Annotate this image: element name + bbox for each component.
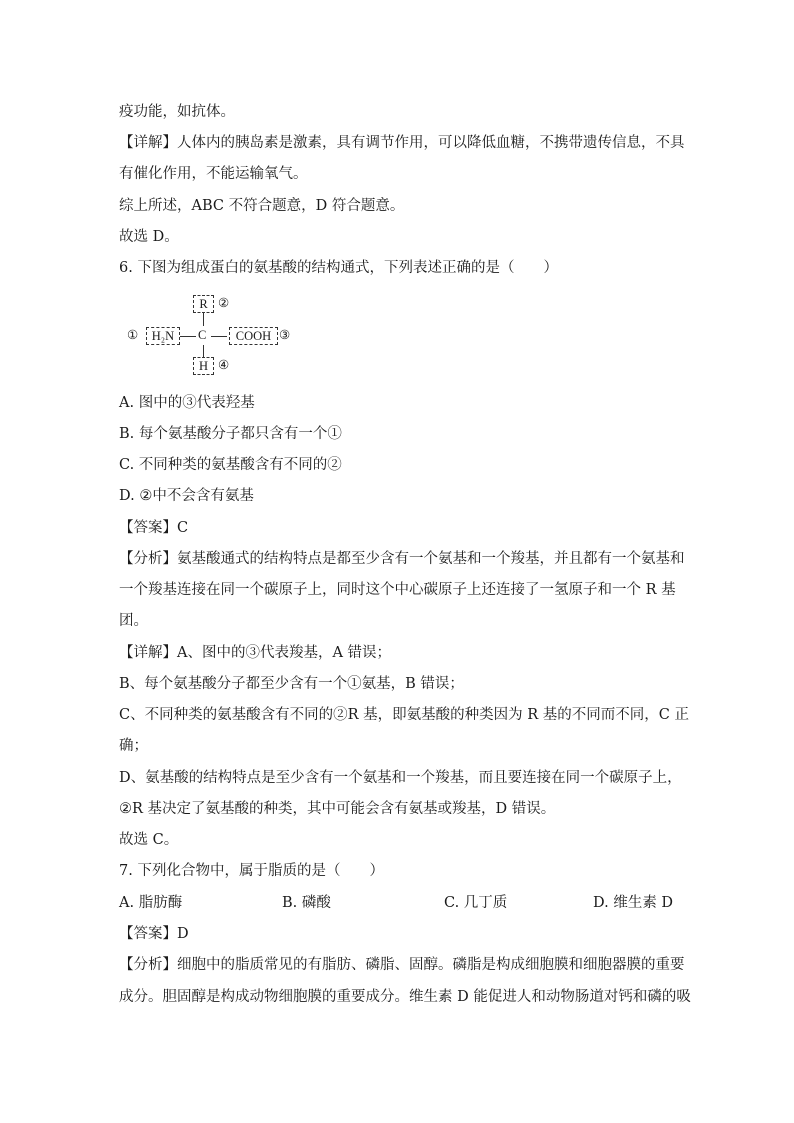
- q7-option-d: D. 维生素 D: [593, 895, 674, 911]
- q7-option-a: A. 脂肪酶: [119, 895, 183, 911]
- text-line: 确；: [119, 738, 148, 754]
- option-d: D. ②中不会含有氨基: [119, 488, 254, 504]
- label-2: ②: [218, 296, 230, 310]
- text-line: 一个羧基连接在同一个碳原子上，同时这个中心碳原子上还连接了一氢原子和一个 R 基: [119, 582, 676, 598]
- text-line: ②R 基决定了氨基酸的种类，其中可能会含有氨基或羧基，D 错误。: [119, 801, 556, 817]
- option-a: A. 图中的③代表羟基: [119, 395, 255, 411]
- q7-option-c: C. 几丁质: [444, 895, 508, 911]
- amino-group-box: H₂N: [146, 327, 180, 345]
- label-4: ④: [218, 358, 230, 372]
- text-line: 疫功能，如抗体。: [119, 104, 235, 120]
- r-group-box: R: [193, 295, 214, 313]
- hydrogen-box: H: [193, 357, 214, 375]
- text-line: 【分析】氨基酸通式的结构特点是都至少含有一个氨基和一个羧基，并且都有一个氨基和: [119, 551, 685, 567]
- answer-label: 【答案】D: [119, 926, 189, 942]
- bond-left: [180, 336, 196, 337]
- question-7-stem: 7. 下列化合物中，属于脂质的是（ ）: [119, 863, 384, 879]
- label-1: ①: [127, 328, 139, 342]
- central-carbon: C: [198, 328, 207, 342]
- text-line: 综上所述，ABC 不符合题意，D 符合题意。: [119, 198, 405, 214]
- text-line: 【详解】人体内的胰岛素是激素，具有调节作用，可以降低血糖，不携带遗传信息，不具: [119, 135, 685, 151]
- question-6-stem: 6. 下图为组成蛋白的氨基酸的结构通式，下列表述正确的是（ ）: [119, 260, 558, 276]
- text-line: 有催化作用，不能运输氧气。: [119, 166, 308, 182]
- option-c: C. 不同种类的氨基酸含有不同的②: [119, 457, 342, 473]
- label-3: ③: [279, 328, 291, 342]
- text-line: B、每个氨基酸分子都至少含有一个①氨基，B 错误；: [119, 676, 464, 692]
- text-line: 故选 C。: [119, 832, 179, 848]
- text-line: 【详解】A、图中的③代表羧基，A 错误；: [119, 645, 392, 661]
- amino-acid-structure-diagram: [126, 292, 326, 376]
- bond-bottom: [203, 345, 204, 357]
- text-line: 故选 D。: [119, 229, 179, 245]
- answer-label: 【答案】C: [119, 520, 189, 536]
- text-line: D、氨基酸的结构特点是至少含有一个氨基和一个羧基，而且要连接在同一个碳原子上，: [119, 770, 682, 786]
- q7-option-b: B. 磷酸: [282, 895, 331, 911]
- carboxyl-group-box: COOH: [229, 327, 278, 345]
- text-line: C、不同种类的氨基酸含有不同的②R 基，即氨基酸的种类因为 R 基的不同而不同，C 正: [119, 707, 689, 723]
- text-line: 成分。胆固醇是构成动物细胞膜的重要成分。维生素 D 能促进人和动物肠道对钙和磷的吸: [119, 989, 691, 1005]
- bond-right: [211, 336, 227, 337]
- text-line: 【分析】细胞中的脂质常见的有脂肪、磷脂、固醇。磷脂是构成细胞膜和细胞器膜的重要: [119, 957, 685, 973]
- bond-top: [203, 313, 204, 326]
- text-line: 团。: [119, 613, 148, 629]
- option-b: B. 每个氨基酸分子都只含有一个①: [119, 426, 342, 442]
